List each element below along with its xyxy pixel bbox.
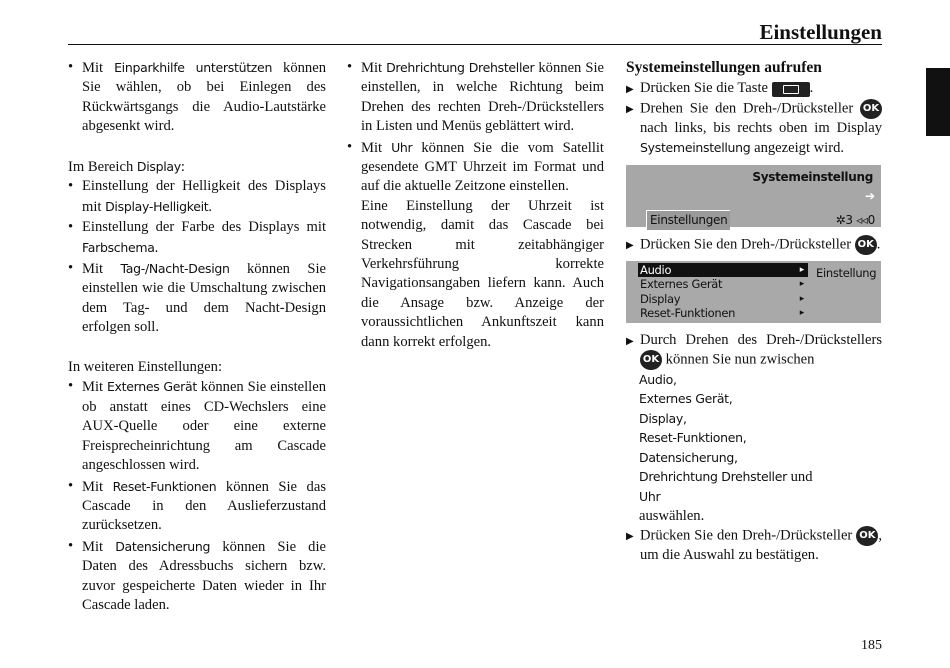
more-intro: In weiteren Einstellungen: bbox=[68, 359, 222, 376]
option-item: Externes Gerät, bbox=[639, 391, 733, 407]
step-turn-choose: ▶ Durch Drehen des Dreh-/Drückstellers OK können Sie nun zwischen bbox=[626, 331, 882, 370]
list-item-backup: • Mit Datensicherung können Sie die Daten des Adressbuchs sichern bzw. zuvor gespeicherte Daten wieder in Ihr Cascade laden. bbox=[68, 537, 326, 616]
screen-menu bbox=[638, 263, 808, 321]
option-item: Audio, bbox=[639, 372, 677, 388]
display-list bbox=[68, 177, 326, 337]
menu-item-display: Display ▸ bbox=[640, 291, 804, 306]
option-item: Drehrichtung Drehsteller und bbox=[639, 469, 813, 486]
chevron-right-icon: ▸ bbox=[799, 293, 804, 304]
list-item-reset: • Mit Reset-Funktionen können Sie das Cascade in den Auslieferzustand zurücksetzen. bbox=[68, 477, 326, 536]
screen-title: Systemeinstellung bbox=[752, 169, 873, 184]
display-screenshot-menu bbox=[626, 261, 881, 323]
step-press-key: ▶ Drücken Sie die Taste . bbox=[626, 79, 882, 98]
screen-right-label: Einstellung bbox=[816, 265, 877, 280]
ok-button-icon: OK bbox=[855, 235, 877, 255]
column-left bbox=[68, 58, 326, 616]
step-confirm: ▶ Drücken Sie den Dreh-/Drücksteller OK , um die Auswahl zu bestätigen. bbox=[626, 526, 882, 565]
chevron-right-icon: ▸ bbox=[799, 264, 804, 275]
column-right bbox=[626, 58, 882, 566]
cd-key-icon bbox=[772, 82, 810, 97]
page-title: Einstellungen bbox=[759, 20, 882, 44]
list-item-park: • Mit Einparkhilfe unterstützen können Sie wählen, ob bei Einlegen des Rückwärtsgangs die Audio-Lautstärke abgesenkt wird. bbox=[68, 58, 326, 137]
screen-status: ✲3 ◃◃0 bbox=[835, 212, 875, 227]
screen-label: Einstellungen bbox=[646, 210, 730, 230]
display-screenshot-system bbox=[626, 165, 881, 227]
step-rotate: ▶ Drehen Sie den Dreh-/Drücksteller OK nach links, bis rechts oben im Display Systemeinstellung angezeigt wird. bbox=[626, 99, 882, 159]
list-item-brightness: • Einstellung der Helligkeit des Displays mit Display-Helligkeit. bbox=[68, 177, 326, 217]
option-item: Reset-Funktionen, bbox=[639, 430, 747, 446]
menu-item-reset: Reset-Funktionen ▸ bbox=[640, 306, 804, 321]
option-item: Display, bbox=[639, 410, 687, 426]
ok-button-icon: OK bbox=[856, 526, 878, 546]
list-item-clock: • Mit Uhr können Sie die vom Satellit gesendete GMT Uhrzeit im Format und auf die aktuelle Zeitzone einstellen. Eine Einstellung der Uhrzeit ist notwendig, damit das Cascade bei Strecken mit zeitabhängiger Verkehrsführung korrekte Navigationsangaben liefern kann. Auch die Ansage bzw. Anzeige der voraussichtlichen Ankunftszeit kann dann korrekt erfolgen. bbox=[347, 138, 604, 352]
settings-list bbox=[347, 58, 604, 352]
step-press-ok: ▶ Drücken Sie den Dreh-/Drücksteller OK . bbox=[626, 235, 882, 255]
arrow-right-icon: ➔ bbox=[864, 188, 875, 203]
park-list bbox=[68, 58, 326, 137]
menu-item-audio: Audio ▸ bbox=[638, 263, 808, 278]
chevron-right-icon: ▸ bbox=[799, 308, 804, 319]
page-number: 185 bbox=[861, 638, 882, 653]
menu-item-external: Externes Gerät ▸ bbox=[640, 277, 804, 292]
list-item-color: • Einstellung der Farbe des Displays mit Farbschema. bbox=[68, 218, 326, 258]
header-rule bbox=[68, 44, 882, 45]
list-item-rotation: • Mit Drehrichtung Drehsteller können Sie einstellen, in welche Richtung beim Drehen des rechten Dreh-/Drückstellers in Listen und Menüs geblättert wird. bbox=[347, 58, 604, 137]
column-middle bbox=[347, 58, 604, 353]
ok-button-icon: OK bbox=[640, 350, 662, 370]
option-item: Uhr bbox=[639, 489, 661, 505]
display-intro: Im Bereich Display: bbox=[68, 159, 185, 176]
list-item-external: • Mit Externes Gerät können Sie einstellen ob anstatt eines CD-Wechslers eine AUX-Quelle oder eine externe Freisprecheinrichtung am Cascade angeschlossen wird. bbox=[68, 377, 326, 475]
option-list bbox=[626, 370, 882, 526]
chapter-tab-marker bbox=[926, 68, 950, 136]
ok-button-icon: OK bbox=[860, 99, 882, 119]
section-heading: Systemeinstellungen aufrufen bbox=[626, 59, 822, 76]
clock-note: Eine Einstellung der Uhrzeit ist notwendig, damit das Cascade bei Strecken mit zeitabhängiger Verkehrsführung korrekte Navigationsangaben liefern kann. Auch die Ansage bzw. Anzeige der voraussichtlichen Ankunftszeit kann dann korrekt erfolgen. bbox=[361, 197, 604, 350]
chevron-right-icon: ▸ bbox=[799, 279, 804, 290]
select-word: auswählen. bbox=[639, 507, 705, 524]
more-list bbox=[68, 377, 326, 615]
list-item-daynight: • Mit Tag-/Nacht-Design können Sie einstellen wie die Umschaltung zwischen dem Tag- und dem Nacht-Design erfolgen soll. bbox=[68, 259, 326, 338]
option-item: Datensicherung, bbox=[639, 449, 738, 465]
